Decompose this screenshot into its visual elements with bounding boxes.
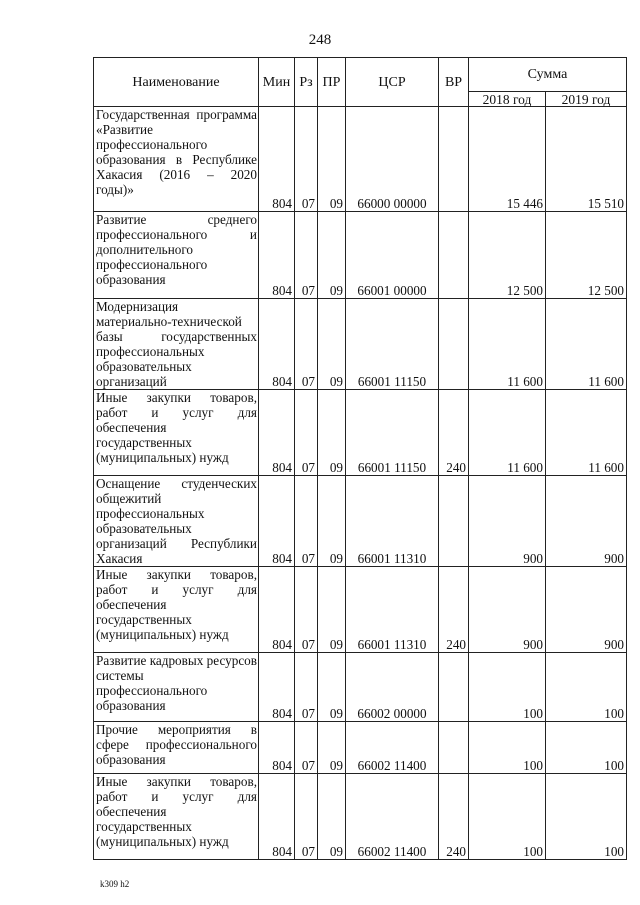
row-name: Развитие среднего профессионального и дополнительного профессионального образования (94, 212, 259, 299)
header-year-2018: 2018 год (469, 92, 546, 107)
row-csr: 66001 00000 (346, 212, 439, 299)
table-body (94, 107, 627, 860)
table-row (94, 774, 627, 860)
table-row (94, 299, 627, 390)
row-pr: 09 (318, 774, 346, 860)
row-sum-2018: 900 (469, 476, 546, 567)
row-sum-2018: 15 446 (469, 107, 546, 212)
row-pr: 09 (318, 567, 346, 653)
row-pr: 09 (318, 390, 346, 476)
row-sum-2018: 11 600 (469, 390, 546, 476)
row-sum-2019: 11 600 (546, 390, 627, 476)
row-pr: 09 (318, 299, 346, 390)
row-csr: 66002 00000 (346, 653, 439, 722)
row-min: 804 (259, 774, 295, 860)
row-pr: 09 (318, 653, 346, 722)
header-vr: ВР (439, 58, 469, 107)
row-pr: 09 (318, 476, 346, 567)
row-sum-2019: 900 (546, 476, 627, 567)
row-sum-2019: 100 (546, 774, 627, 860)
row-sum-2019: 11 600 (546, 299, 627, 390)
row-rz: 07 (295, 212, 318, 299)
row-csr: 66002 11400 (346, 722, 439, 774)
table-row (94, 567, 627, 653)
row-csr: 66001 11310 (346, 476, 439, 567)
row-min: 804 (259, 107, 295, 212)
row-sum-2018: 900 (469, 567, 546, 653)
document-code: k309 h2 (100, 879, 130, 889)
row-name: Иные закупки товаров, работ и услуг для обеспечения государственных (муниципальных) нужд (94, 774, 259, 860)
row-vr (439, 722, 469, 774)
page-number: 248 (308, 32, 332, 48)
row-rz: 07 (295, 653, 318, 722)
row-sum-2019: 15 510 (546, 107, 627, 212)
row-vr (439, 107, 469, 212)
row-name: Иные закупки товаров, работ и услуг для обеспечения государственных (муниципальных) нужд (94, 567, 259, 653)
row-rz: 07 (295, 107, 318, 212)
header-csr: ЦСР (346, 58, 439, 107)
budget-table (93, 57, 627, 860)
row-vr (439, 299, 469, 390)
table-row (94, 722, 627, 774)
row-csr: 66001 11150 (346, 299, 439, 390)
row-rz: 07 (295, 390, 318, 476)
row-min: 804 (259, 476, 295, 567)
header-name: Наименование (94, 58, 259, 107)
row-sum-2019: 100 (546, 653, 627, 722)
row-min: 804 (259, 653, 295, 722)
row-sum-2019: 12 500 (546, 212, 627, 299)
row-pr: 09 (318, 107, 346, 212)
row-sum-2018: 12 500 (469, 212, 546, 299)
row-min: 804 (259, 567, 295, 653)
row-name: Модернизация материально-технической базы государственных профессиональных образовательных организаций (94, 299, 259, 390)
row-csr: 66001 11150 (346, 390, 439, 476)
row-min: 804 (259, 212, 295, 299)
header-sum: Сумма (469, 58, 627, 92)
row-min: 804 (259, 390, 295, 476)
row-sum-2018: 11 600 (469, 299, 546, 390)
row-name: Оснащение студенческих общежитий профессиональных образовательных организаций Республики Хакасия (94, 476, 259, 567)
row-name: Прочие мероприятия в сфере профессионального образования (94, 722, 259, 774)
row-csr: 66000 00000 (346, 107, 439, 212)
row-rz: 07 (295, 299, 318, 390)
row-rz: 07 (295, 476, 318, 567)
row-min: 804 (259, 722, 295, 774)
row-csr: 66001 11310 (346, 567, 439, 653)
row-name: Государственная программа «Развитие профессионального образования в Республике Хакасия (2016 – 2020 годы)» (94, 107, 259, 212)
header-year-2019: 2019 год (546, 92, 627, 107)
row-sum-2018: 100 (469, 774, 546, 860)
row-vr (439, 653, 469, 722)
row-sum-2019: 900 (546, 567, 627, 653)
row-sum-2018: 100 (469, 722, 546, 774)
table-row (94, 476, 627, 567)
row-sum-2018: 100 (469, 653, 546, 722)
header-min: Мин (259, 58, 295, 107)
row-pr: 09 (318, 212, 346, 299)
row-sum-2019: 100 (546, 722, 627, 774)
row-vr (439, 476, 469, 567)
row-vr: 240 (439, 390, 469, 476)
table-header (94, 58, 627, 107)
table-row (94, 107, 627, 212)
table-row (94, 653, 627, 722)
table-row (94, 212, 627, 299)
table-row (94, 390, 627, 476)
header-pr: ПР (318, 58, 346, 107)
row-vr (439, 212, 469, 299)
row-pr: 09 (318, 722, 346, 774)
header-rz: Рз (295, 58, 318, 107)
row-min: 804 (259, 299, 295, 390)
row-rz: 07 (295, 567, 318, 653)
row-rz: 07 (295, 722, 318, 774)
row-vr: 240 (439, 774, 469, 860)
row-name: Иные закупки товаров, работ и услуг для обеспечения государственных (муниципальных) нужд (94, 390, 259, 476)
row-vr: 240 (439, 567, 469, 653)
row-name: Развитие кадровых ресурсов системы профессионального образования (94, 653, 259, 722)
row-rz: 07 (295, 774, 318, 860)
row-csr: 66002 11400 (346, 774, 439, 860)
